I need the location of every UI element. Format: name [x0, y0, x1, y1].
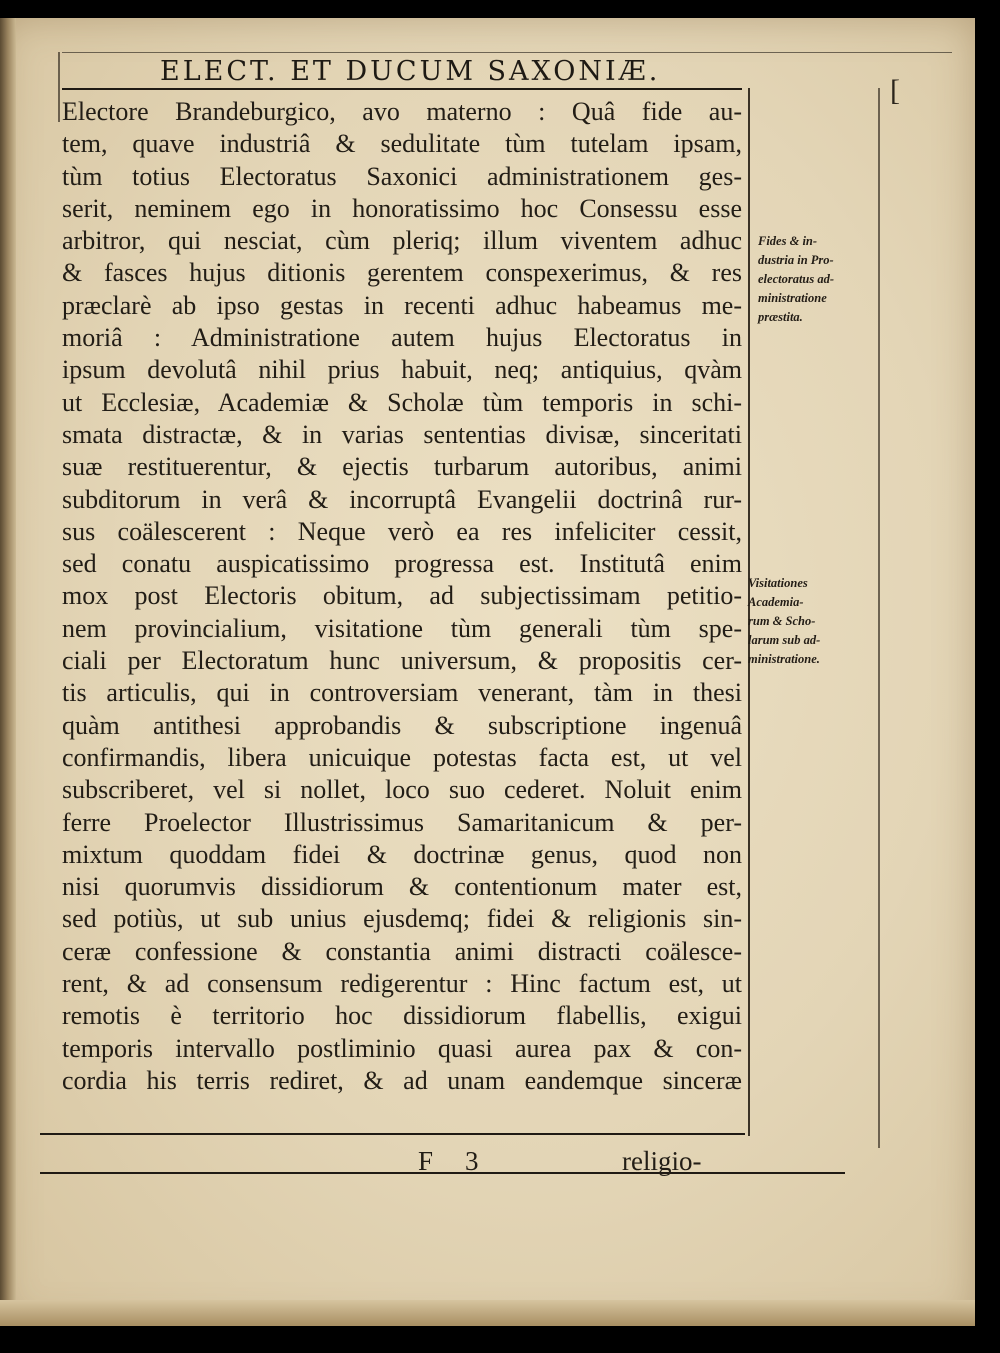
bottom-rule — [40, 1133, 745, 1135]
text-line: confirmandis, libera unicuique potestas facta est, ut vel — [62, 742, 742, 772]
text-line: sed conatu auspicatissimo progressa est. Institutâ enim — [62, 549, 742, 579]
signature-mark: F — [418, 1146, 434, 1176]
text-line: mixtum quoddam fidei & doctrinæ genus, quod non — [62, 839, 742, 869]
text-line: temporis intervallo postliminio quasi aurea pax & con- — [62, 1033, 742, 1063]
text-line: tem, quave industriâ & sedulitate tùm tutelam ipsam, — [62, 129, 742, 159]
margin-note-visitationes — [748, 574, 858, 669]
text-line: smata distractæ, & in varias sententias divisæ, sinceritati — [62, 419, 742, 449]
margin-note-line: larum sub ad- — [748, 633, 821, 647]
margin-note-fides — [758, 232, 868, 327]
page-number: 3 — [465, 1146, 479, 1176]
body-text — [62, 96, 742, 1097]
text-line: quàm antithesi approbandis & subscriptione ingenuâ — [62, 710, 742, 740]
text-line: ciali per Electoratum hunc universum, & propositis cer- — [62, 646, 742, 676]
top-rule — [62, 88, 742, 90]
text-line: ferre Proelector Illustrissimus Samaritanicum & per- — [62, 807, 742, 837]
text-line: subscriberet, vel si nollet, loco suo cederet. Noluit enim — [62, 775, 742, 805]
text-line: serit, neminem ego in honoratissimo hoc Consessu esse — [62, 193, 742, 223]
margin-note-line: præstita. — [758, 310, 803, 324]
text-line: subditorum in verâ & incorruptâ Evangelii doctrinâ rur- — [62, 484, 742, 514]
edge-bracket: [ — [890, 74, 900, 107]
text-line: præclarè ab ipso gestas in recenti adhuc habeamus me- — [62, 290, 742, 320]
footer-rule — [40, 1172, 845, 1174]
text-line: ceræ confessione & constantia animi distracti coälesce- — [62, 936, 742, 966]
running-head: ELECT. ET DUCUM SAXONIÆ. — [160, 56, 661, 87]
text-line: ipsum devolutâ nihil prius habuit, neq; antiquius, qvàm — [62, 355, 742, 385]
text-line: sus coälescerent : Neque verò ea res infeliciter cessit, — [62, 516, 742, 546]
text-line: nisi quorumvis dissidiorum & contentionum mater est, — [62, 872, 742, 902]
margin-divider-right — [878, 88, 880, 1148]
margin-note-line: ministratione — [758, 291, 827, 305]
top-double-rule — [62, 52, 952, 53]
page-gutter — [0, 18, 16, 1326]
outer-border-left — [58, 52, 60, 122]
text-line: ut Ecclesiæ, Academiæ & Scholæ tùm temporis in schi- — [62, 387, 742, 417]
text-line: rent, & ad consensum redigerentur : Hinc factum est, ut — [62, 969, 742, 999]
text-line: nem provincialium, visitatione tùm generali tùm spe- — [62, 613, 742, 643]
margin-note-line: Fides & in- — [758, 234, 818, 248]
margin-note-line: dustria in Pro- — [758, 253, 834, 267]
text-line: sed potiùs, ut sub unius ejusdemq; fidei & religionis sin- — [62, 904, 742, 934]
margin-note-line: Academia- — [748, 595, 804, 609]
text-line: suæ restituerentur, & ejectis turbarum autoribus, animi — [62, 452, 742, 482]
margin-note-line: Visitationes — [748, 576, 808, 590]
text-line: Electore Brandeburgico, avo materno : Quâ fide au- — [62, 97, 742, 126]
margin-note-line: rum & Scho- — [748, 614, 816, 628]
text-line: & fasces hujus ditionis gerentem conspexerimus, & res — [62, 258, 742, 288]
text-line: remotis è territorio hoc dissidiorum flabellis, exigui — [62, 1001, 742, 1031]
text-line: tùm totius Electoratus Saxonici administrationem ges- — [62, 161, 742, 191]
text-line: tis articulis, qui in controversiam venerant, tàm in thesi — [62, 678, 742, 708]
catchword: religio- — [622, 1146, 702, 1176]
margin-note-line: electoratus ad- — [758, 272, 835, 286]
text-line: cordia his terris rediret, & ad unam eandemque sinceræ — [62, 1065, 742, 1095]
text-line: arbitror, qui nesciat, cùm pleriq; illum viventem adhuc — [62, 226, 742, 256]
text-line: mox post Electoris obitum, ad subjectissimam petitio- — [62, 581, 742, 611]
page-bottom-edge — [0, 1300, 975, 1326]
text-line: moriâ : Administratione autem hujus Electoratus in — [62, 323, 742, 353]
margin-note-line: ministratione. — [748, 652, 820, 666]
